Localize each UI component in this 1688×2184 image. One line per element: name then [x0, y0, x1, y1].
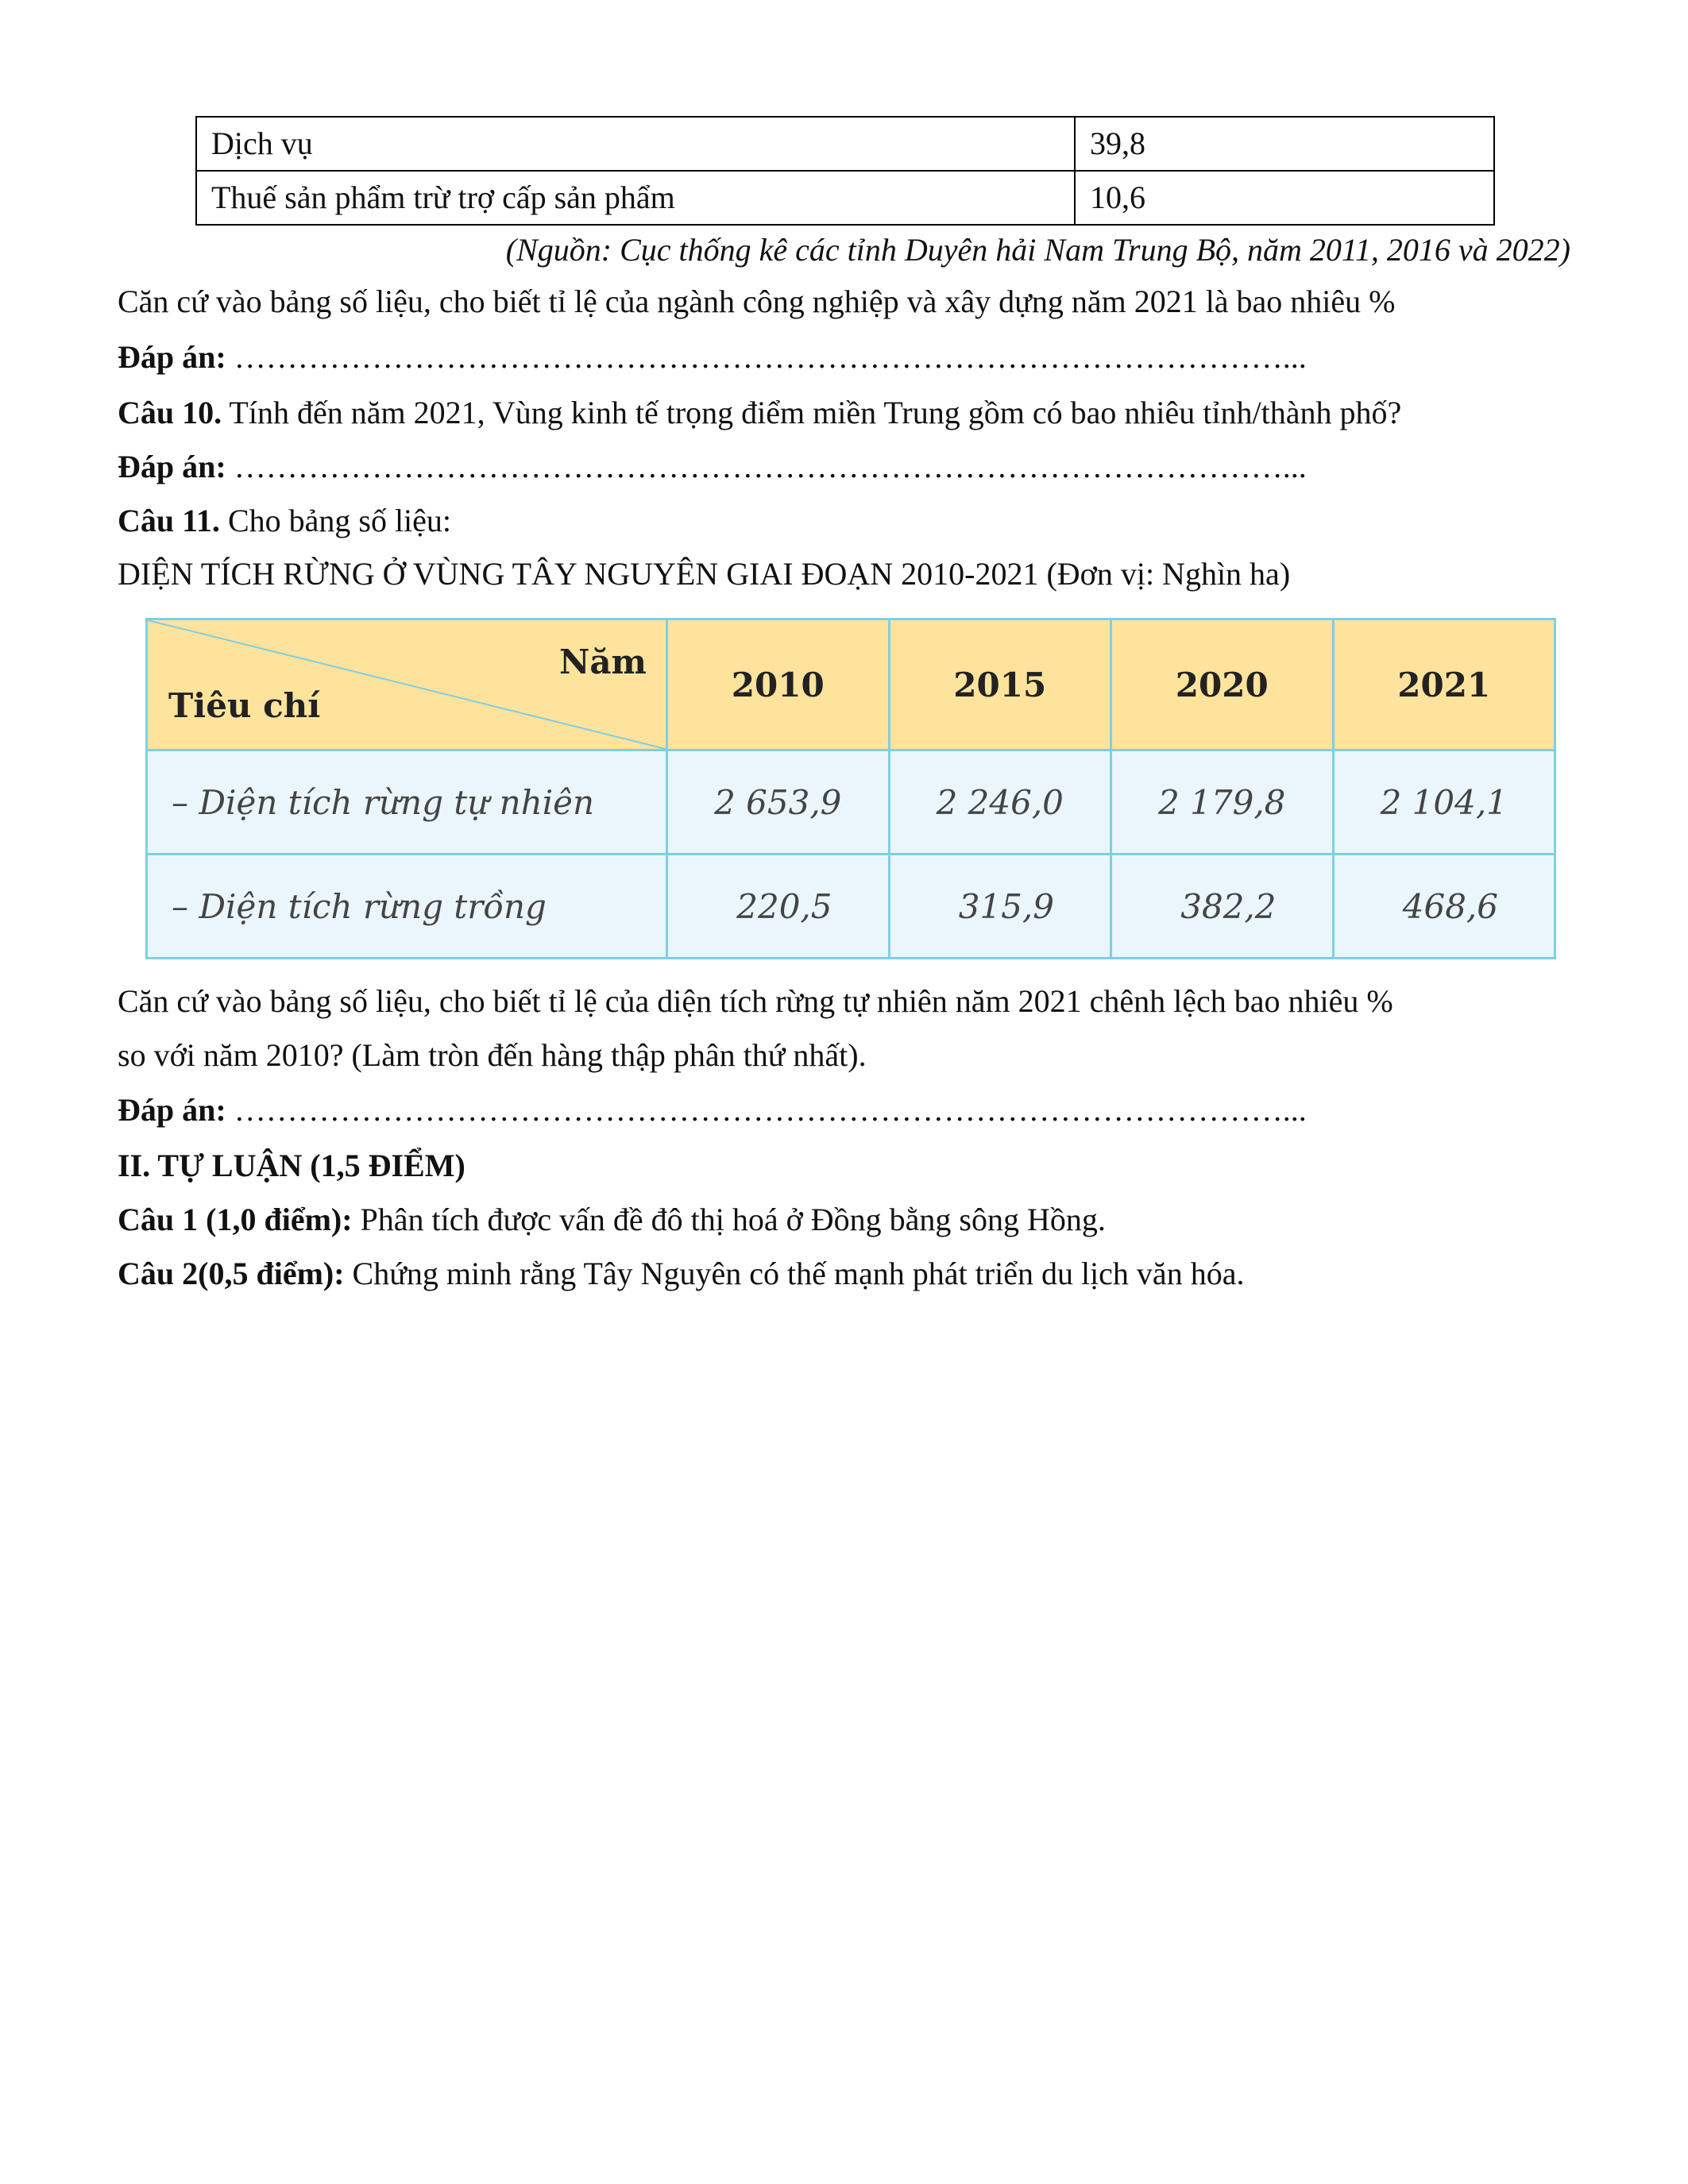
question-label: Câu 1 (1,0 điểm):	[118, 1202, 353, 1237]
source-note: (Nguồn: Cục thống kê các tỉnh Duyên hải Nam Trung Bộ, năm 2011, 2016 và 2022)	[505, 232, 1570, 268]
table-header-row	[147, 619, 1555, 751]
answer-label: Đáp án:	[118, 339, 226, 375]
table-cell: 2 104,1	[1333, 751, 1555, 855]
question-label: Câu 2(0,5 điểm):	[118, 1256, 345, 1291]
diagonal-divider	[148, 620, 666, 749]
section-title: II. TỰ LUẬN (1,5 ĐIỂM)	[118, 1148, 465, 1183]
question-text: Phân tích được vấn đề đô thị hoá ở Đồng bằng sông Hồng.	[352, 1202, 1106, 1237]
year-axis-label: Năm	[558, 642, 647, 681]
question-11	[118, 503, 451, 539]
table-row	[147, 855, 1555, 959]
year-header: 2010	[667, 619, 890, 751]
question-text: Chứng minh rằng Tây Nguyên có thế mạnh phát triển du lịch văn hóa.	[344, 1256, 1245, 1291]
answer-label: Đáp án:	[118, 449, 226, 484]
table-cell: 2 179,8	[1111, 751, 1334, 855]
table-row	[196, 171, 1494, 225]
table-row	[196, 117, 1494, 171]
table-cell: 382,2	[1111, 855, 1334, 959]
question-11-prompt-line-2: so với năm 2010? (Làm tròn đến hàng thập phân thứ nhất).	[118, 1037, 867, 1073]
header-corner-cell	[147, 619, 667, 751]
year-header: 2015	[889, 619, 1111, 751]
table-cell: 315,9	[889, 855, 1111, 959]
answer-blank: ………………………………………………………………………………………...	[226, 339, 1307, 375]
question-9-text: Căn cứ vào bảng số liệu, cho biết tỉ lệ của ngành công nghiệp và xây dựng năm 2021 là bao nhiêu %	[118, 284, 1396, 319]
gdp-structure-table	[195, 116, 1495, 226]
essay-question-2	[118, 1256, 1244, 1292]
row-label: – Diện tích rừng trồng	[147, 855, 667, 959]
row-label: Dịch vụ	[196, 117, 1075, 171]
forest-area-table	[145, 618, 1556, 959]
answer-blank: ………………………………………………………………………………………...	[226, 449, 1307, 484]
question-text: Tính đến năm 2021, Vùng kinh tế trọng điểm miền Trung gồm có bao nhiêu tỉnh/thành phố?	[222, 395, 1402, 430]
answer-line-1	[118, 339, 1307, 376]
table-cell: 220,5	[667, 855, 890, 959]
table-title: DIỆN TÍCH RỪNG Ở VÙNG TÂY NGUYÊN GIAI ĐOẠN 2010-2021 (Đơn vị: Nghìn ha)	[118, 556, 1291, 592]
row-value: 10,6	[1075, 171, 1494, 225]
criteria-axis-label: Tiêu chí	[168, 686, 321, 725]
table-cell: 2 653,9	[667, 751, 890, 855]
question-10	[118, 395, 1401, 431]
row-label: Thuế sản phẩm trừ trợ cấp sản phẩm	[196, 171, 1075, 225]
row-value: 39,8	[1075, 117, 1494, 171]
question-text: Cho bảng số liệu:	[219, 503, 452, 538]
question-11-prompt-line-1: Căn cứ vào bảng số liệu, cho biết tỉ lệ của diện tích rừng tự nhiên năm 2021 chênh lệch bao nhiêu %	[118, 983, 1393, 1019]
table-cell: 468,6	[1333, 855, 1555, 959]
question-label: Câu 11.	[118, 503, 220, 538]
question-label: Câu 10.	[118, 395, 222, 430]
table-row	[147, 751, 1555, 855]
year-header: 2020	[1111, 619, 1334, 751]
answer-line-2	[118, 449, 1307, 485]
table-cell: 2 246,0	[889, 751, 1111, 855]
essay-question-1	[118, 1202, 1106, 1238]
year-header: 2021	[1333, 619, 1555, 751]
answer-label: Đáp án:	[118, 1092, 226, 1128]
row-label: – Diện tích rừng tự nhiên	[147, 751, 667, 855]
answer-line-3	[118, 1092, 1307, 1129]
answer-blank: ………………………………………………………………………………………...	[226, 1092, 1307, 1128]
